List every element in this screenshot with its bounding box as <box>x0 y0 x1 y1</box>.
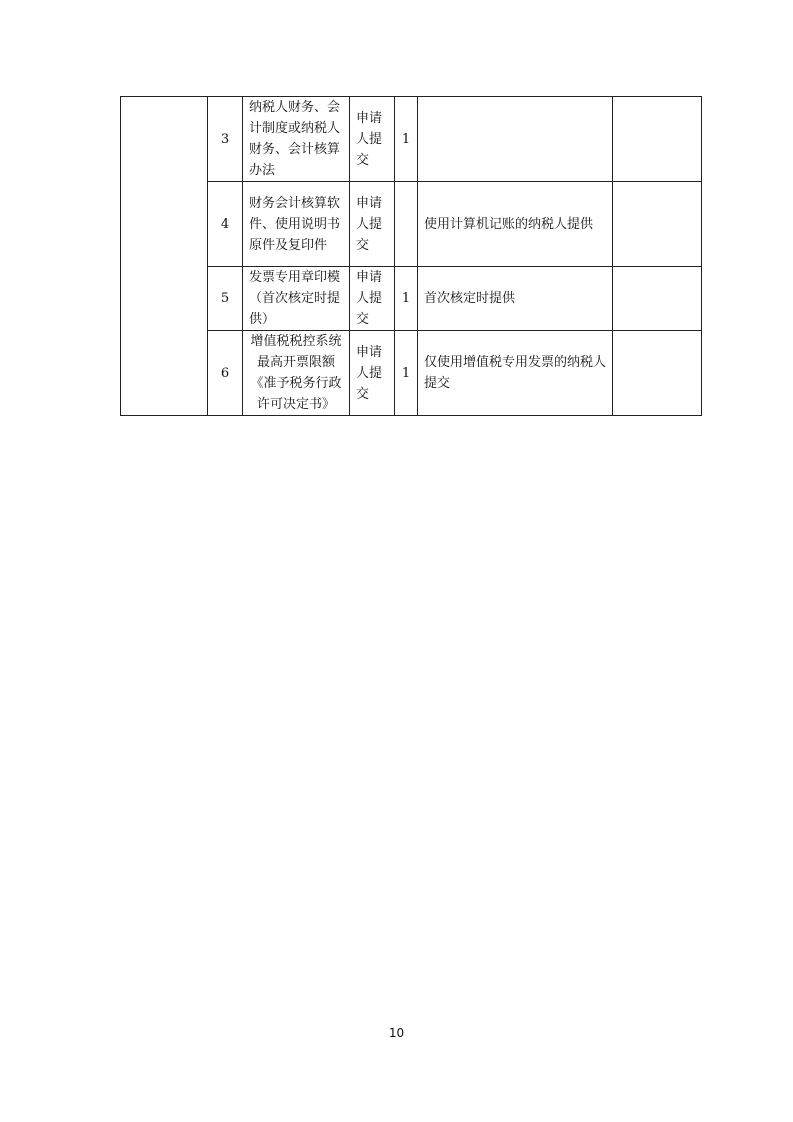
submitter: 申请人提交 <box>350 97 395 182</box>
note <box>418 97 613 182</box>
material-name: 纳税人财务、会计制度或纳税人财务、会计核算办法 <box>243 97 350 182</box>
row-number: 4 <box>208 182 243 267</box>
note: 首次核定时提供 <box>418 267 613 331</box>
category-cell <box>121 97 208 416</box>
copy-count: 1 <box>395 267 418 331</box>
row-number: 6 <box>208 331 243 416</box>
table-row <box>121 267 702 331</box>
submitter: 申请人提交 <box>350 331 395 416</box>
materials-table <box>120 96 702 416</box>
submitter: 申请人提交 <box>350 182 395 267</box>
copy-count <box>395 182 418 267</box>
remark-cell <box>613 331 702 416</box>
note: 仅使用增值税专用发票的纳税人提交 <box>418 331 613 416</box>
row-number: 3 <box>208 97 243 182</box>
table-row <box>121 182 702 267</box>
material-name: 财务会计核算软件、使用说明书原件及复印件 <box>243 182 350 267</box>
row-number: 5 <box>208 267 243 331</box>
remark-cell <box>613 97 702 182</box>
table-row <box>121 97 702 182</box>
note: 使用计算机记账的纳税人提供 <box>418 182 613 267</box>
table-row <box>121 331 702 416</box>
submitter: 申请人提交 <box>350 267 395 331</box>
copy-count: 1 <box>395 331 418 416</box>
material-name: 发票专用章印模（首次核定时提供） <box>243 267 350 331</box>
material-name: 增值税税控系统最高开票限额《准予税务行政许可决定书》 <box>243 331 350 416</box>
remark-cell <box>613 267 702 331</box>
page-number: 10 <box>388 1026 405 1040</box>
remark-cell <box>613 182 702 267</box>
copy-count: 1 <box>395 97 418 182</box>
